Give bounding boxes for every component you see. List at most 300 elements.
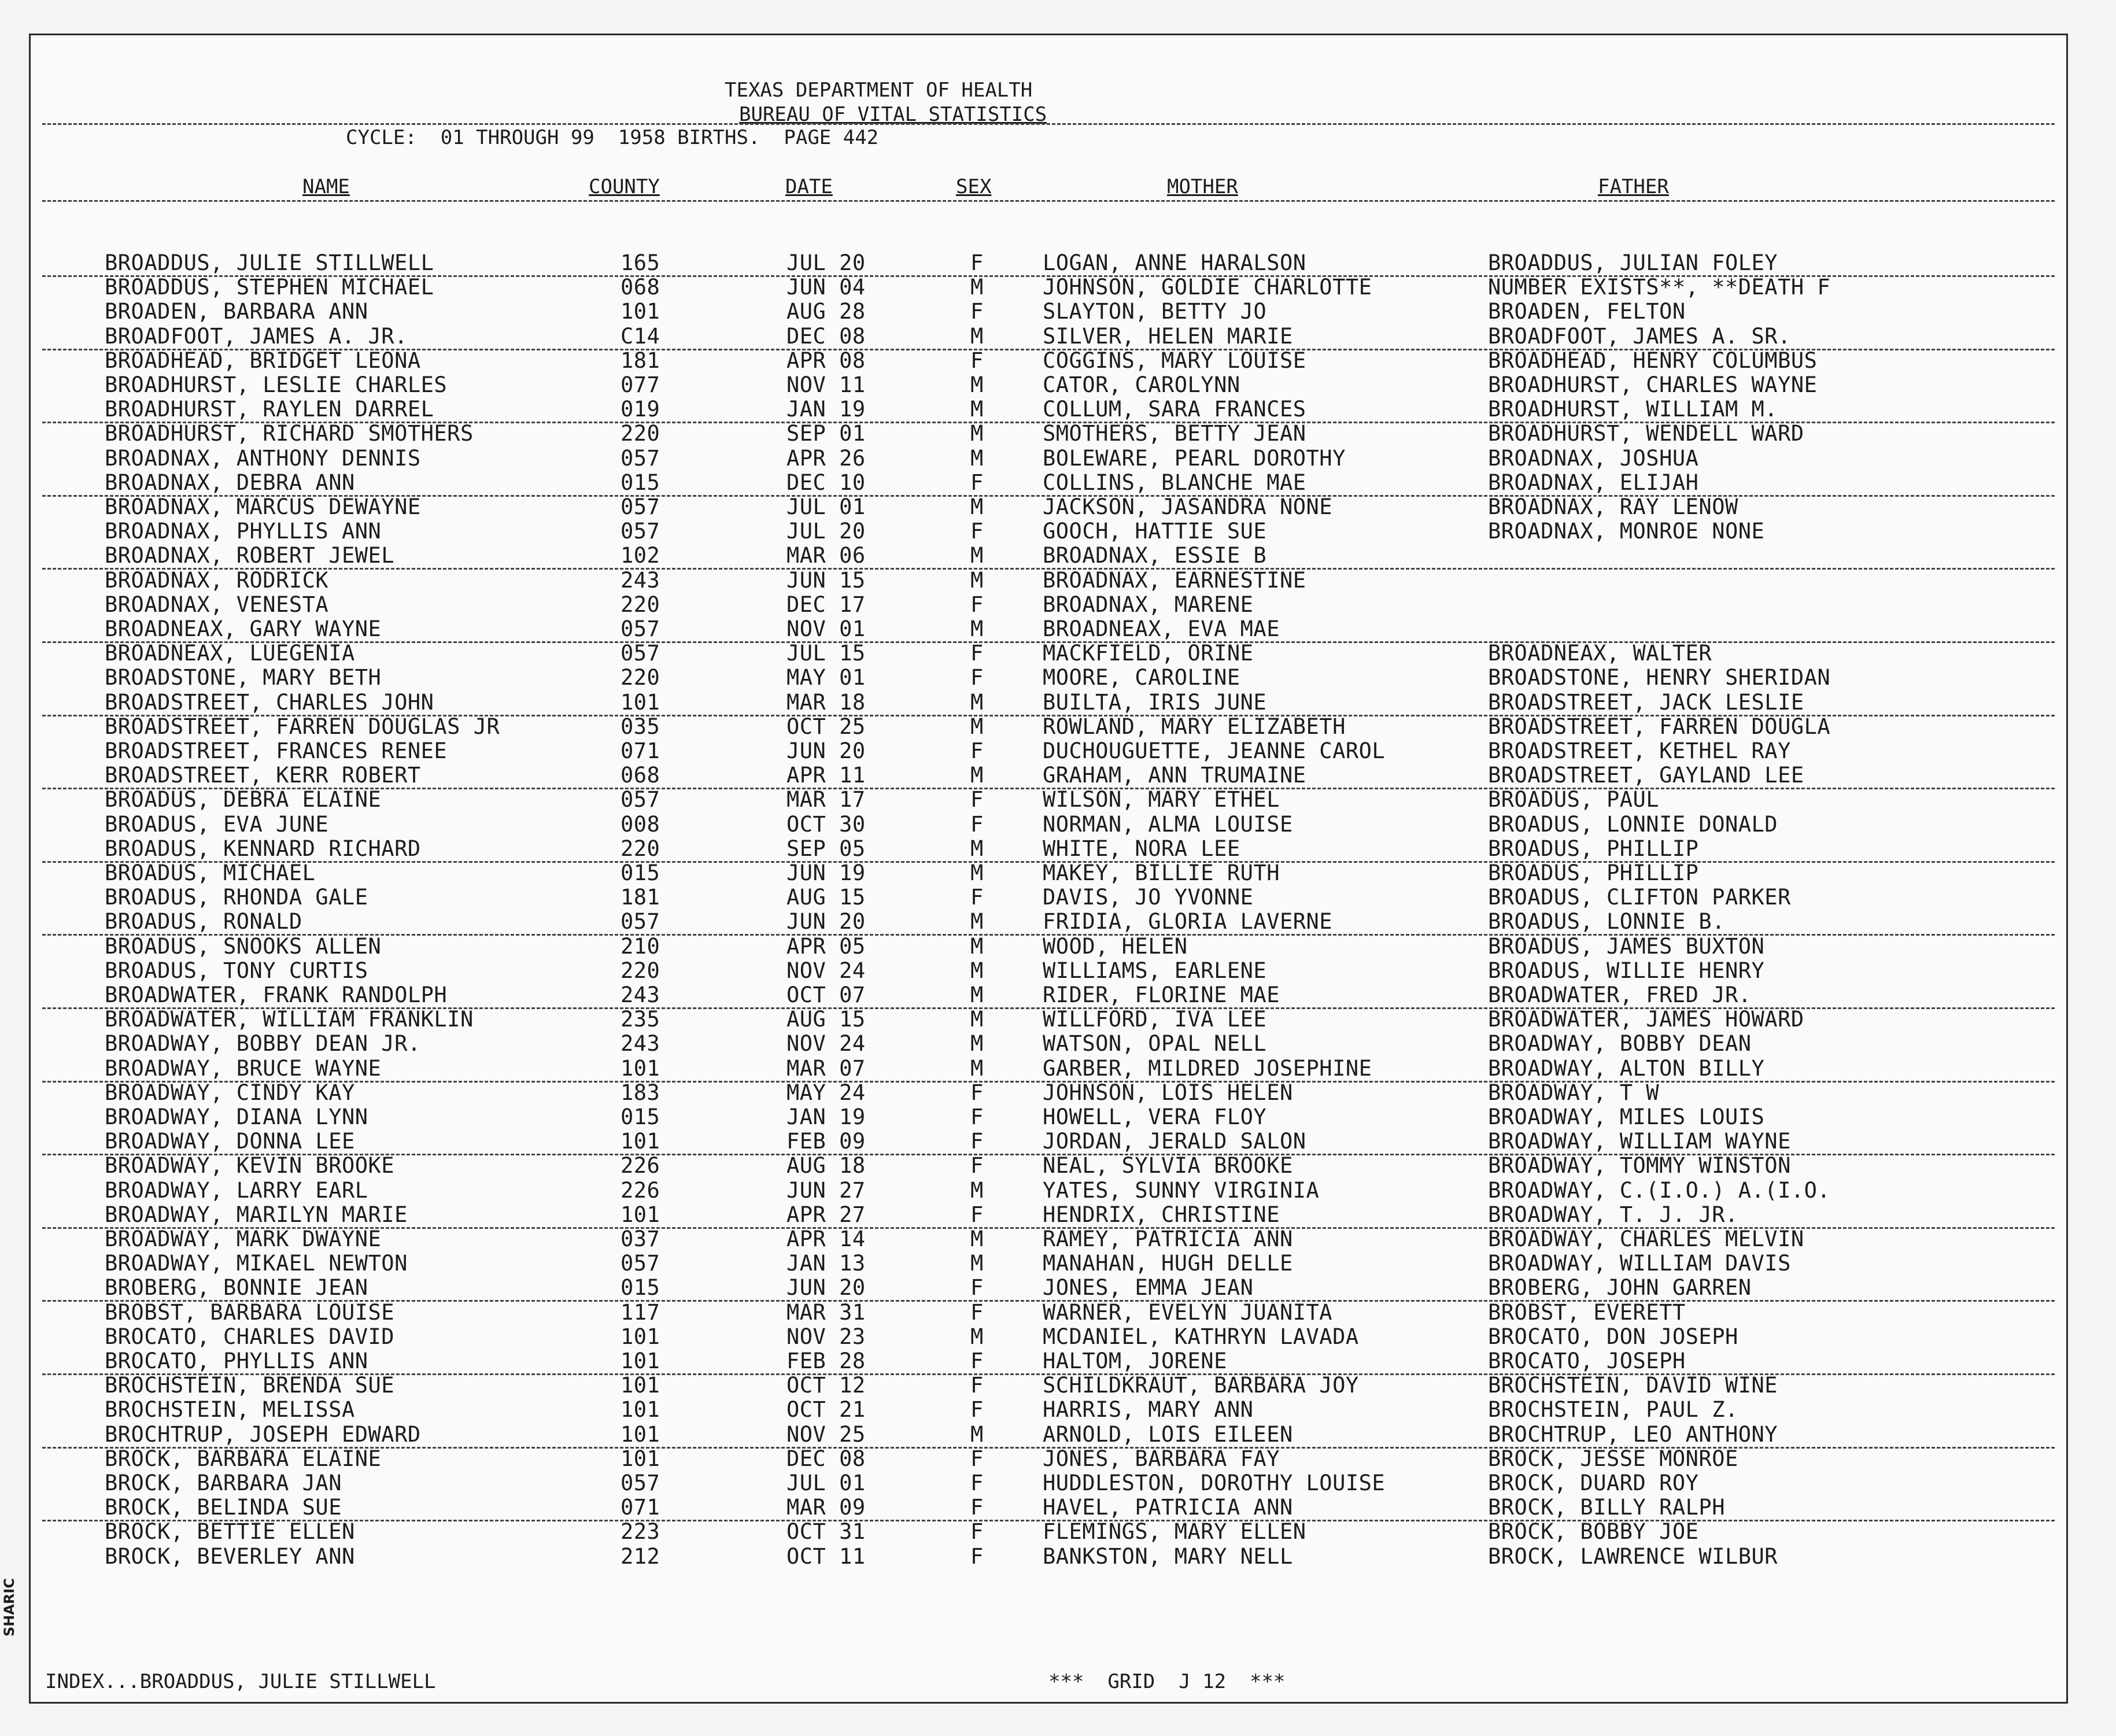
record-row [31, 1472, 2066, 1497]
record-sex: M [970, 372, 984, 397]
record-mother: JOHNSON, GOLDIE CHARLOTTE [1043, 275, 1372, 300]
record-sex: M [970, 543, 984, 568]
record-name: BROADEN, BARBARA ANN [105, 299, 368, 324]
record-father: BROADNAX, MONROE NONE [1488, 519, 1765, 544]
record-date: NOV 25 [786, 1421, 866, 1447]
title-line-1: TEXAS DEPARTMENT OF HEALTH [725, 79, 1033, 102]
record-father: BROCATO, JOSEPH [1488, 1349, 1686, 1373]
record-sex: M [970, 909, 984, 935]
record-sex: M [970, 1031, 984, 1057]
record-sex: M [970, 445, 984, 471]
record-mother: GRAHAM, ANN TRUMAINE [1043, 763, 1306, 788]
record-date: MAR 07 [786, 1055, 866, 1081]
record-row [31, 1326, 2066, 1350]
record-date: JAN 19 [786, 1105, 866, 1129]
record-date: AUG 15 [786, 1007, 866, 1032]
record-row [31, 984, 2066, 1009]
record-row [31, 716, 2066, 740]
record-date: OCT 21 [786, 1397, 866, 1423]
record-mother: JOHNSON, LOIS HELEN [1043, 1080, 1293, 1105]
record-name: BROADNAX, ANTHONY DENNIS [105, 445, 421, 471]
record-name: BROADSTONE, MARY BETH [105, 665, 382, 690]
record-sex: M [970, 1227, 984, 1251]
record-mother: CATOR, CAROLYNN [1043, 372, 1240, 397]
record-row [31, 472, 2066, 496]
record-county: 181 [621, 348, 660, 373]
record-county: 101 [621, 1421, 660, 1447]
record-name: BROADUS, SNOOKS ALLEN [105, 933, 382, 959]
record-sex: M [970, 860, 984, 885]
record-county: 101 [621, 1349, 660, 1373]
record-county: 057 [621, 445, 660, 471]
record-father: BROADUS, LONNIE B. [1488, 909, 1725, 935]
record-row [31, 764, 2066, 789]
record-mother: WATSON, OPAL NELL [1043, 1031, 1267, 1057]
record-sex: M [970, 958, 984, 983]
record-date: AUG 18 [786, 1153, 866, 1179]
record-mother: WOOD, HELEN [1043, 933, 1188, 959]
record-sex: M [970, 1421, 984, 1447]
record-sex: M [970, 1324, 984, 1349]
record-sex: F [970, 1129, 984, 1154]
record-row [31, 667, 2066, 691]
record-county: 243 [621, 567, 660, 593]
record-father: BROADWAY, C.(I.O.) A.(I.O. [1488, 1177, 1831, 1203]
record-father: BROADWAY, WILLIAM WAYNE [1488, 1129, 1791, 1154]
record-mother: JONES, BARBARA FAY [1043, 1446, 1280, 1471]
record-date: JAN 19 [786, 397, 866, 422]
record-row [31, 1399, 2066, 1423]
record-county: 037 [621, 1227, 660, 1251]
record-father: BROADNEAX, WALTER [1488, 641, 1712, 666]
record-sex: M [970, 494, 984, 519]
column-sex: SEX [956, 175, 992, 198]
record-sex: M [970, 1055, 984, 1081]
record-date: APR 14 [786, 1227, 866, 1251]
record-father: BROADWAY, CHARLES MELVIN [1488, 1227, 1804, 1251]
record-row [31, 1299, 2066, 1326]
record-date: SEP 01 [786, 421, 866, 446]
record-date: FEB 09 [786, 1129, 866, 1154]
record-county: 102 [621, 543, 660, 568]
record-name: BROADWAY, BOBBY DEAN JR. [105, 1031, 421, 1057]
record-county: 068 [621, 763, 660, 788]
record-mother: BROADNAX, MARENE [1043, 592, 1254, 617]
record-county: 057 [621, 1251, 660, 1276]
record-name: BROADUS, TONY CURTIS [105, 958, 368, 983]
record-father: BROADSTREET, GAYLAND LEE [1488, 763, 1804, 788]
record-name: BROADHURST, LESLIE CHARLES [105, 372, 448, 397]
record-name: BROADWAY, KEVIN BROOKE [105, 1153, 395, 1179]
record-name: BROADNEAX, GARY WAYNE [105, 616, 382, 641]
record-sex: M [970, 1177, 984, 1203]
record-father: BROADUS, JAMES BUXTON [1488, 933, 1765, 959]
record-date: JUL 15 [786, 641, 866, 666]
record-county: 220 [621, 836, 660, 861]
record-sex: F [970, 519, 984, 544]
record-list [31, 35, 2066, 1702]
record-date: APR 27 [786, 1202, 866, 1227]
record-county: 057 [621, 494, 660, 519]
record-sex: M [970, 567, 984, 593]
record-row [31, 933, 2066, 960]
record-sex: F [970, 299, 984, 324]
cycle-line: CYCLE: 01 THROUGH 99 1958 BIRTHS. PAGE 442 [346, 126, 879, 149]
record-sex: F [970, 250, 984, 275]
record-father: BROADNAX, RAY LENOW [1488, 494, 1738, 519]
record-date: JAN 13 [786, 1251, 866, 1276]
record-father: BROADWAY, T. J. JR. [1488, 1202, 1738, 1227]
column-county: COUNTY [589, 175, 660, 198]
record-date: MAR 09 [786, 1495, 866, 1520]
record-county: 117 [621, 1299, 660, 1325]
record-row [31, 1253, 2066, 1277]
record-county: C14 [621, 323, 660, 349]
record-sex: M [970, 275, 984, 300]
record-mother: BROADNAX, EARNESTINE [1043, 567, 1306, 593]
record-father: BROCK, LAWRENCE WILBUR [1488, 1543, 1778, 1569]
record-sex: F [970, 1105, 984, 1129]
record-county: 212 [621, 1543, 660, 1569]
record-row [31, 1055, 2066, 1082]
record-sex: F [970, 592, 984, 617]
record-date: JUN 27 [786, 1177, 866, 1203]
sharic-stamp: SHARIC [1, 1578, 17, 1637]
record-row [31, 276, 2066, 301]
record-name: BROADWATER, WILLIAM FRANKLIN [105, 1007, 474, 1032]
record-date: NOV 24 [786, 1031, 866, 1057]
record-county: 101 [621, 1055, 660, 1081]
record-row [31, 1228, 2066, 1253]
record-date: NOV 23 [786, 1324, 866, 1349]
record-mother: NORMAN, ALMA LOUISE [1043, 811, 1293, 837]
record-mother: RAMEY, PATRICIA ANN [1043, 1227, 1293, 1251]
record-father: NUMBER EXISTS**, **DEATH F [1488, 275, 1831, 300]
record-date: JUN 20 [786, 738, 866, 763]
record-row [31, 301, 2066, 325]
record-name: BROCHTRUP, JOSEPH EDWARD [105, 1421, 421, 1447]
record-name: BROADWAY, CINDY KAY [105, 1080, 355, 1105]
record-name: BROADWAY, LARRY EARL [105, 1177, 368, 1203]
record-sex: M [970, 689, 984, 715]
record-sex: M [970, 323, 984, 349]
record-date: OCT 07 [786, 982, 866, 1007]
record-row [31, 689, 2066, 716]
record-father: BROADHURST, WENDELL WARD [1488, 421, 1804, 446]
record-sex: F [970, 1373, 984, 1398]
record-father: BROCK, BILLY RALPH [1488, 1495, 1725, 1520]
record-row [31, 1033, 2066, 1057]
record-date: DEC 08 [786, 1446, 866, 1471]
record-sex: M [970, 714, 984, 739]
record-mother: NEAL, SYLVIA BROOKE [1043, 1153, 1293, 1179]
record-county: 057 [621, 909, 660, 935]
record-father: BROADWAY, ALTON BILLY [1488, 1055, 1765, 1081]
record-sex: M [970, 421, 984, 446]
record-county: 015 [621, 1275, 660, 1301]
record-name: BROCK, BARBARA ELAINE [105, 1446, 382, 1471]
record-mother: DUCHOUGUETTE, JEANNE CAROL [1043, 738, 1386, 763]
record-name: BROADWAY, MARK DWAYNE [105, 1227, 382, 1251]
record-name: BROADWAY, BRUCE WAYNE [105, 1055, 382, 1081]
record-row [31, 789, 2066, 813]
record-name: BROADHURST, RICHARD SMOTHERS [105, 421, 474, 446]
record-row [31, 398, 2066, 423]
record-sex: F [970, 885, 984, 910]
record-county: 101 [621, 1324, 660, 1349]
record-county: 071 [621, 1495, 660, 1520]
record-mother: COLLUM, SARA FRANCES [1043, 397, 1306, 422]
record-name: BROADNAX, MARCUS DEWAYNE [105, 494, 421, 519]
record-sex: M [970, 397, 984, 422]
record-mother: BROADNEAX, EVA MAE [1043, 616, 1280, 641]
record-row [31, 1106, 2066, 1131]
column-father: FATHER [1598, 175, 1669, 198]
record-date: MAR 17 [786, 787, 866, 812]
record-row [31, 496, 2066, 520]
record-row [31, 252, 2066, 276]
record-name: BROADWAY, DIANA LYNN [105, 1105, 368, 1129]
record-county: 165 [621, 250, 660, 275]
record-row [31, 374, 2066, 398]
record-row [31, 1155, 2066, 1179]
record-name: BROCK, BARBARA JAN [105, 1471, 342, 1495]
record-date: OCT 11 [786, 1543, 866, 1569]
record-mother: JACKSON, JASANDRA NONE [1043, 494, 1333, 519]
record-name: BROADUS, MICHAEL [105, 860, 316, 885]
record-name: BROADUS, EVA JUNE [105, 811, 329, 837]
record-father: BROADWAY, MILES LOUIS [1488, 1105, 1765, 1129]
record-row [31, 811, 2066, 838]
record-row [31, 642, 2066, 667]
record-date: OCT 31 [786, 1519, 866, 1545]
record-sex: F [970, 787, 984, 812]
record-county: 035 [621, 714, 660, 739]
record-county: 101 [621, 689, 660, 715]
record-mother: WHITE, NORA LEE [1043, 836, 1240, 861]
column-name: NAME [302, 175, 350, 198]
record-county: 101 [621, 1397, 660, 1423]
record-name: BROADNAX, DEBRA ANN [105, 470, 355, 495]
record-mother: RIDER, FLORINE MAE [1043, 982, 1280, 1007]
record-father: BROADHURST, WILLIAM M. [1488, 397, 1778, 422]
record-sex: F [970, 1397, 984, 1423]
record-name: BROADSTREET, KERR ROBERT [105, 763, 421, 788]
column-mother: MOTHER [1167, 175, 1238, 198]
record-sex: F [970, 641, 984, 666]
record-date: MAR 18 [786, 689, 866, 715]
record-county: 101 [621, 1446, 660, 1471]
record-father: BROADHURST, CHARLES WAYNE [1488, 372, 1818, 397]
record-name: BROADNAX, VENESTA [105, 592, 329, 617]
record-sex: F [970, 1519, 984, 1545]
record-row [31, 1177, 2066, 1204]
record-name: BROADWAY, MARILYN MARIE [105, 1202, 408, 1227]
record-name: BROCK, BEVERLEY ANN [105, 1543, 355, 1569]
record-date: DEC 10 [786, 470, 866, 495]
record-mother: HENDRIX, CHRISTINE [1043, 1202, 1280, 1227]
record-row [31, 838, 2066, 862]
record-name: BROADWAY, DONNA LEE [105, 1129, 355, 1154]
record-mother: YATES, SUNNY VIRGINIA [1043, 1177, 1320, 1203]
record-sex: M [970, 616, 984, 641]
record-county: 243 [621, 982, 660, 1007]
record-mother: MCDANIEL, KATHRYN LAVADA [1043, 1324, 1359, 1349]
record-sex: M [970, 982, 984, 1007]
record-mother: ARNOLD, LOIS EILEEN [1043, 1421, 1293, 1447]
record-row [31, 1543, 2066, 1570]
record-father: BROCK, JESSE MONROE [1488, 1446, 1738, 1471]
record-father: BROCHSTEIN, DAVID WINE [1488, 1373, 1778, 1398]
record-name: BROCHSTEIN, BRENDA SUE [105, 1373, 395, 1398]
record-date: JUL 20 [786, 519, 866, 544]
record-county: 057 [621, 519, 660, 544]
record-row [31, 350, 2066, 374]
record-name: BROCATO, CHARLES DAVID [105, 1324, 395, 1349]
record-row [31, 1082, 2066, 1106]
column-date: DATE [785, 175, 833, 198]
record-father: BROADUS, WILLIE HENRY [1488, 958, 1765, 983]
record-date: NOV 11 [786, 372, 866, 397]
record-sex: M [970, 1251, 984, 1276]
record-sex: M [970, 1007, 984, 1032]
record-name: BROADUS, DEBRA ELAINE [105, 787, 382, 812]
record-name: BROADHEAD, BRIDGET LEONA [105, 348, 421, 373]
record-county: 220 [621, 421, 660, 446]
record-mother: WILLFORD, IVA LEE [1043, 1007, 1267, 1032]
record-row [31, 567, 2066, 594]
record-date: JUL 01 [786, 1471, 866, 1495]
record-name: BROADSTREET, FARREN DOUGLAS JR [105, 714, 500, 739]
record-sex: M [970, 836, 984, 861]
record-father: BROADSTREET, KETHEL RAY [1488, 738, 1791, 763]
record-county: 220 [621, 592, 660, 617]
record-county: 226 [621, 1153, 660, 1179]
record-mother: SCHILDKRAUT, BARBARA JOY [1043, 1373, 1359, 1398]
record-row [31, 323, 2066, 350]
record-name: BROADNAX, RODRICK [105, 567, 329, 593]
record-mother: BOLEWARE, PEARL DOROTHY [1043, 445, 1346, 471]
record-sex: F [970, 1299, 984, 1325]
record-mother: BROADNAX, ESSIE B [1043, 543, 1267, 568]
record-date: NOV 24 [786, 958, 866, 983]
record-county: 057 [621, 787, 660, 812]
record-name: BROADFOOT, JAMES A. JR. [105, 323, 408, 349]
record-date: OCT 30 [786, 811, 866, 837]
record-father: BROADSTREET, FARREN DOUGLA [1488, 714, 1831, 739]
record-name: BROADDUS, JULIE STILLWELL [105, 250, 434, 275]
record-mother: WILLIAMS, EARLENE [1043, 958, 1267, 983]
record-row [31, 1375, 2066, 1399]
record-date: JUN 19 [786, 860, 866, 885]
record-row [31, 423, 2066, 447]
record-father: BROADUS, CLIFTON PARKER [1488, 885, 1791, 910]
record-sex: F [970, 665, 984, 690]
record-sex: F [970, 1275, 984, 1301]
record-name: BROCK, BELINDA SUE [105, 1495, 342, 1520]
record-father: BROADUS, PHILLIP [1488, 860, 1699, 885]
record-county: 057 [621, 1471, 660, 1495]
record-mother: MOORE, CAROLINE [1043, 665, 1240, 690]
record-row [31, 1277, 2066, 1301]
record-name: BROCK, BETTIE ELLEN [105, 1519, 355, 1545]
record-row [31, 911, 2066, 935]
record-county: 183 [621, 1080, 660, 1105]
record-row [31, 1421, 2066, 1448]
record-row [31, 862, 2066, 887]
record-father: BROADSTREET, JACK LESLIE [1488, 689, 1804, 715]
record-county: 210 [621, 933, 660, 959]
record-mother: HAVEL, PATRICIA ANN [1043, 1495, 1293, 1520]
record-date: JUL 01 [786, 494, 866, 519]
record-date: APR 08 [786, 348, 866, 373]
record-date: JUN 20 [786, 909, 866, 935]
record-father: BROADWAY, BOBBY DEAN [1488, 1031, 1752, 1057]
record-county: 101 [621, 1202, 660, 1227]
record-date: OCT 25 [786, 714, 866, 739]
record-date: MAR 06 [786, 543, 866, 568]
record-row [31, 445, 2066, 472]
record-father: BROADNAX, ELIJAH [1488, 470, 1699, 495]
record-father: BROADUS, PHILLIP [1488, 836, 1699, 861]
record-date: APR 05 [786, 933, 866, 959]
record-father: BROADWAY, WILLIAM DAVIS [1488, 1251, 1791, 1276]
record-county: 101 [621, 1373, 660, 1398]
record-mother: MACKFIELD, ORINE [1043, 641, 1254, 666]
record-date: JUN 15 [786, 567, 866, 593]
record-father: BROCHSTEIN, PAUL Z. [1488, 1397, 1738, 1423]
record-row [31, 1009, 2066, 1033]
record-mother: HALTOM, JORENE [1043, 1349, 1227, 1373]
record-father: BROADWAY, T W [1488, 1080, 1660, 1105]
record-county: 223 [621, 1519, 660, 1545]
record-sex: F [970, 1495, 984, 1520]
record-father: BROBST, EVERETT [1488, 1299, 1686, 1325]
record-sex: F [970, 1446, 984, 1471]
record-father: BROADHEAD, HENRY COLUMBUS [1488, 348, 1818, 373]
record-mother: JORDAN, JERALD SALON [1043, 1129, 1306, 1154]
record-mother: BANKSTON, MARY NELL [1043, 1543, 1293, 1569]
record-county: 057 [621, 616, 660, 641]
record-father: BROADWATER, FRED JR. [1488, 982, 1752, 1007]
record-sex: F [970, 738, 984, 763]
record-sex: F [970, 1349, 984, 1373]
record-name: BROADNAX, ROBERT JEWEL [105, 543, 395, 568]
record-row [31, 887, 2066, 911]
footer-grid: *** GRID J 12 *** [1048, 1670, 1286, 1693]
record-sex: F [970, 1153, 984, 1179]
record-mother: HARRIS, MARY ANN [1043, 1397, 1254, 1423]
record-date: JUN 20 [786, 1275, 866, 1301]
record-county: 015 [621, 860, 660, 885]
record-mother: FRIDIA, GLORIA LAVERNE [1043, 909, 1333, 935]
record-date: AUG 28 [786, 299, 866, 324]
record-county: 243 [621, 1031, 660, 1057]
record-mother: JONES, EMMA JEAN [1043, 1275, 1254, 1301]
record-date: APR 11 [786, 763, 866, 788]
record-county: 008 [621, 811, 660, 837]
record-father: BROADNAX, JOSHUA [1488, 445, 1699, 471]
record-county: 101 [621, 299, 660, 324]
record-name: BROADHURST, RAYLEN DARREL [105, 397, 434, 422]
record-row [31, 1497, 2066, 1521]
record-father: BROCK, DUARD ROY [1488, 1471, 1699, 1495]
record-date: DEC 17 [786, 592, 866, 617]
record-name: BROADWAY, MIKAEL NEWTON [105, 1251, 408, 1276]
record-name: BROADUS, RHONDA GALE [105, 885, 368, 910]
record-date: FEB 28 [786, 1349, 866, 1373]
record-date: JUL 20 [786, 250, 866, 275]
